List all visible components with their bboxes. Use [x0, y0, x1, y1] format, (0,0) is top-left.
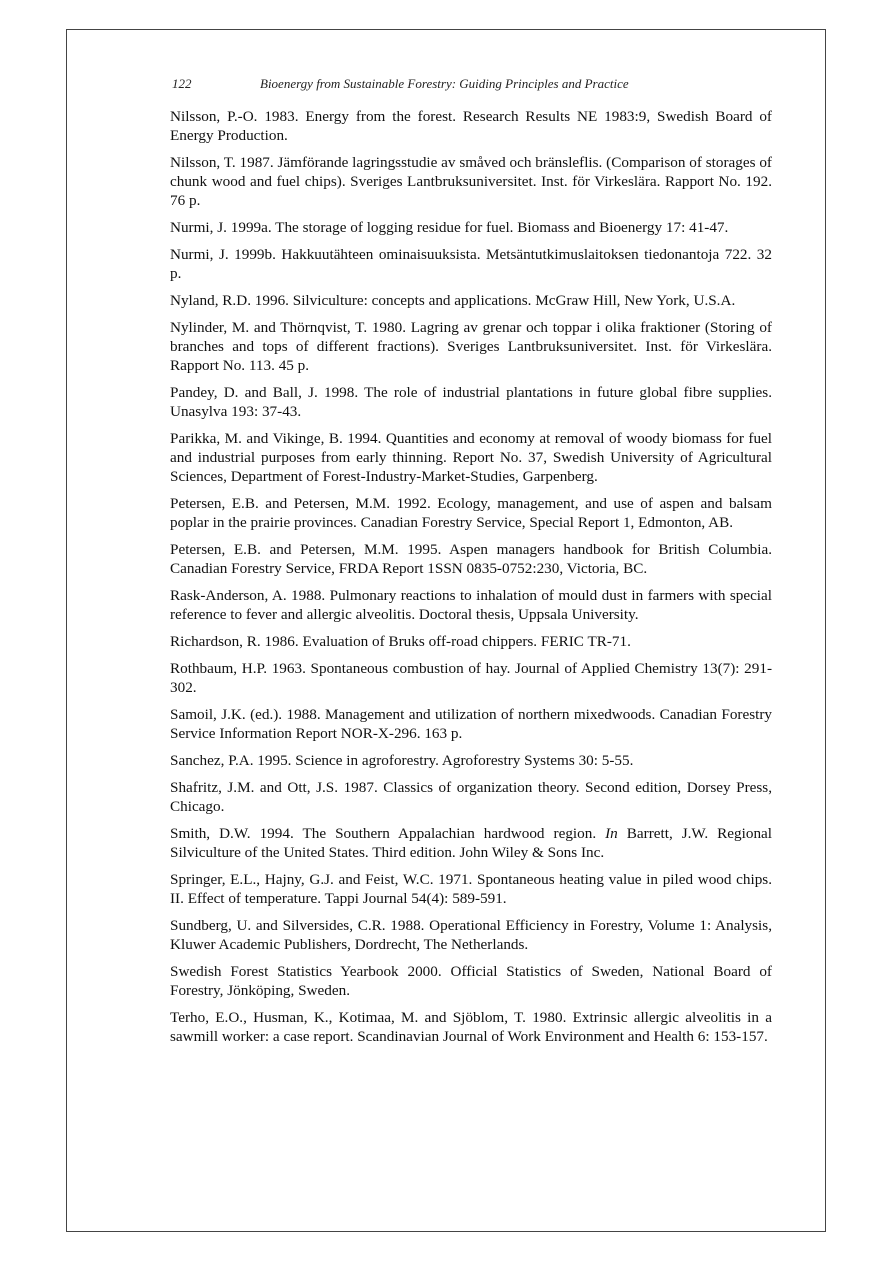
reference-entry: Nurmi, J. 1999b. Hakkuutähteen ominaisuuksista. Metsäntutkimuslaitoksen tiedonantoja 722. 32 p.: [170, 246, 772, 282]
reference-entry: Parikka, M. and Vikinge, B. 1994. Quantities and economy at removal of woody biomass for fuel and industrial purposes from early thinning. Report No. 37, Swedish University of Agricultural Sciences, Department of Forest-Industry-Market-Studies, Garpenberg.: [170, 430, 772, 485]
reference-entry: Samoil, J.K. (ed.). 1988. Management and utilization of northern mixedwoods. Canadian Forestry Service Information Report NOR-X-296. 163 p.: [170, 706, 772, 742]
reference-entry: Springer, E.L., Hajny, G.J. and Feist, W.C. 1971. Spontaneous heating value in piled wood chips. II. Effect of temperature. Tappi Journal 54(4): 589-591.: [170, 871, 772, 907]
reference-entry: Sundberg, U. and Silversides, C.R. 1988. Operational Efficiency in Forestry, Volume 1: Analysis, Kluwer Academic Publishers, Dordrecht, The Netherlands.: [170, 917, 772, 953]
reference-entry: Pandey, D. and Ball, J. 1998. The role of industrial plantations in future global fibre supplies. Unasylva 193: 37-43.: [170, 384, 772, 420]
reference-entry: Swedish Forest Statistics Yearbook 2000. Official Statistics of Sweden, National Board of Forestry, Jönköping, Sweden.: [170, 963, 772, 999]
reference-entry: Nylinder, M. and Thörnqvist, T. 1980. Lagring av grenar och toppar i olika fraktioner (Storing of branches and tops of different fractions). Sveriges Lantbruksuniversitet. Inst. för Virkeslära. Rapport No. 113. 45 p.: [170, 319, 772, 374]
reference-entry: Sanchez, P.A. 1995. Science in agroforestry. Agroforestry Systems 30: 5-55.: [170, 752, 634, 769]
reference-text-end: Barrett, J.W. Regional Silviculture of the United States. Third edition. John Wiley & Sons Inc.: [170, 825, 772, 861]
reference-entry: Nurmi, J. 1999a. The storage of logging residue for fuel. Biomass and Bioenergy 17: 41-47.: [170, 219, 729, 236]
reference-text-start: Smith, D.W. 1994. The Southern Appalachian hardwood region.: [170, 825, 606, 842]
running-title: Bioenergy from Sustainable Forestry: Guiding Principles and Practice: [260, 76, 629, 91]
reference-entry: Petersen, E.B. and Petersen, M.M. 1995. Aspen managers handbook for British Columbia. Canadian Forestry Service, FRDA Report 1SSN 0835-0752:230, Victoria, BC.: [170, 541, 772, 577]
reference-entry: Rothbaum, H.P. 1963. Spontaneous combustion of hay. Journal of Applied Chemistry 13(7): 291-302.: [170, 660, 772, 696]
reference-entry: [170, 824, 772, 862]
reference-italic-in: In: [605, 825, 618, 842]
reference-entry: Rask-Anderson, A. 1988. Pulmonary reactions to inhalation of mould dust in farmers with special reference to fever and allergic alveolitis. Doctoral thesis, Uppsala University.: [170, 587, 772, 623]
reference-entry: Nilsson, T. 1987. Jämförande lagringsstudie av småved och bränsleflis. (Comparison of storages of chunk wood and fuel chips). Sveriges Lantbruksuniversitet. Inst. för Virkeslära. Rapport No. 192. 76 p.: [170, 154, 772, 209]
reference-entry: Nyland, R.D. 1996. Silviculture: concepts and applications. McGraw Hill, New York, U.S.A.: [170, 292, 736, 309]
reference-entry: Shafritz, J.M. and Ott, J.S. 1987. Classics of organization theory. Second edition, Dorsey Press, Chicago.: [170, 779, 772, 815]
reference-entry: Petersen, E.B. and Petersen, M.M. 1992. Ecology, management, and use of aspen and balsam poplar in the prairie provinces. Canadian Forestry Service, Special Report 1, Edmonton, AB.: [170, 495, 772, 531]
reference-list: [170, 107, 772, 1054]
page-number: 122: [172, 76, 192, 91]
reference-entry: Nilsson, P.-O. 1983. Energy from the forest. Research Results NE 1983:9, Swedish Board of Energy Production.: [170, 108, 772, 144]
reference-entry: Richardson, R. 1986. Evaluation of Bruks off-road chippers. FERIC TR-71.: [170, 633, 631, 650]
running-head: [172, 76, 772, 92]
reference-entry: Terho, E.O., Husman, K., Kotimaa, M. and Sjöblom, T. 1980. Extrinsic allergic alveolitis in a sawmill worker: a case report. Scandinavian Journal of Work Environment and Health 6: 153-157.: [170, 1009, 772, 1045]
